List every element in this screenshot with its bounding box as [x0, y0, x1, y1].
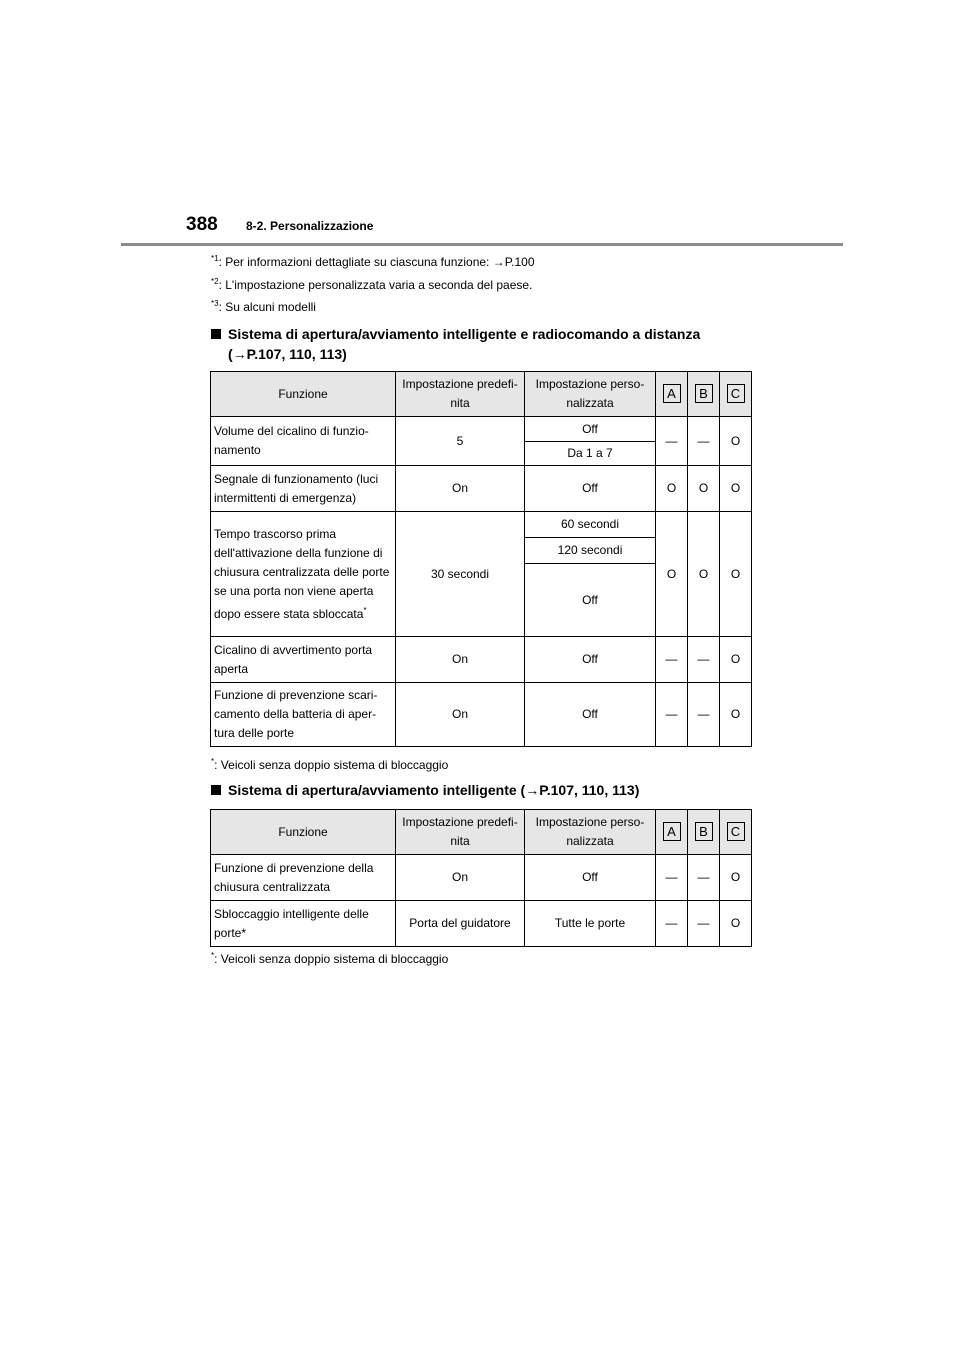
table-cell-b: — [688, 637, 720, 683]
settings-table-1 [210, 371, 752, 747]
table-cell-custom: Off [525, 417, 656, 442]
section1-heading: Sistema di apertura/avviamento intelligente e radiocomando a distanza (→P.107, 110, 113) [211, 324, 700, 364]
header-default: Impostazione predefi-nita [396, 372, 525, 417]
table-cell-custom: Off [525, 637, 656, 683]
table-cell-default: Porta del guidatore [396, 901, 525, 947]
section2-heading: Sistema di apertura/avviamento intelligente (→P.107, 110, 113) [211, 780, 639, 800]
settings-table-2 [210, 809, 752, 947]
table-cell-b: — [688, 901, 720, 947]
footnote-2: $^{*2}$: L'impostazione personalizzata varia a seconda del paese. [211, 277, 533, 292]
table1-footnote: *: Veicoli senza doppio sistema di bloccaggio [211, 757, 449, 772]
table-cell-c: O [720, 466, 752, 512]
section-title: 8-2. Personalizzazione [246, 219, 374, 233]
header-funzione: Funzione [211, 372, 396, 417]
table-cell-a: O [656, 512, 688, 637]
table-cell-c: O [720, 901, 752, 947]
table-cell-b: — [688, 855, 720, 901]
table-cell-a: — [656, 855, 688, 901]
table-cell-custom: 60 secondi [525, 512, 656, 538]
table-row-funzione: Funzione di prevenzione scari-camento della batteria di aper-tura delle porte [211, 683, 396, 747]
column-c-label: C [727, 822, 745, 841]
table-cell-default: 5 [396, 417, 525, 466]
square-bullet-icon [211, 785, 221, 795]
table-cell-b: O [688, 512, 720, 637]
table-row-funzione: Sbloccaggio intelligente delle porte* [211, 901, 396, 947]
header-rule [121, 243, 843, 246]
table-cell-a: — [656, 683, 688, 747]
table-cell-default: On [396, 637, 525, 683]
table-cell-c: O [720, 512, 752, 637]
table-cell-c: O [720, 855, 752, 901]
table-cell-a: — [656, 417, 688, 466]
table-cell-c: O [720, 417, 752, 466]
table-cell-default: 30 secondi [396, 512, 525, 637]
table-cell-custom: Tutte le porte [525, 901, 656, 947]
square-bullet-icon [211, 329, 221, 339]
table-cell-custom: 120 secondi [525, 538, 656, 564]
table-row-funzione: Funzione di prevenzione della chiusura centralizzata [211, 855, 396, 901]
table-cell-a: O [656, 466, 688, 512]
header-custom: Impostazione perso-nalizzata [525, 810, 656, 855]
header-default: Impostazione predefi-nita [396, 810, 525, 855]
table-cell-default: On [396, 855, 525, 901]
table-row-funzione: Cicalino di avvertimento porta aperta [211, 637, 396, 683]
column-c-label: C [727, 384, 745, 403]
table-cell-custom: Off [525, 683, 656, 747]
table-cell-custom: Da 1 a 7 [525, 442, 656, 466]
table-cell-c: O [720, 637, 752, 683]
table-cell-custom: Off [525, 855, 656, 901]
table-cell-b: O [688, 466, 720, 512]
table-cell-custom: Off [525, 466, 656, 512]
table-cell-default: On [396, 466, 525, 512]
table-cell-custom: Off [525, 564, 656, 637]
table-cell-default: On [396, 683, 525, 747]
header-funzione: Funzione [211, 810, 396, 855]
table-cell-c: O [720, 683, 752, 747]
footnote-1: $^{*1}$: Per informazioni dettagliate su ciascuna funzione: →P.100 [211, 254, 535, 269]
table2-footnote: *: Veicoli senza doppio sistema di bloccaggio [211, 951, 449, 966]
table-cell-b: — [688, 683, 720, 747]
table-cell-b: — [688, 417, 720, 466]
header-custom: Impostazione perso-nalizzata [525, 372, 656, 417]
table-row-funzione: Segnale di funzionamento (luci intermittenti di emergenza) [211, 466, 396, 512]
table-row-funzione: Volume del cicalino di funzio-namento [211, 417, 396, 466]
footnote-3: $^{*3}$: Su alcuni modelli [211, 299, 316, 314]
page-number: 388 [186, 214, 218, 235]
table-cell-a: — [656, 901, 688, 947]
table-row-funzione: Tempo trascorso prima dell'attivazione della funzione di chiusura centralizzata delle porte se una porta non viene aperta dopo essere stata sbloccata* [211, 512, 396, 637]
column-b-label: B [695, 384, 713, 403]
column-b-label: B [695, 822, 713, 841]
column-a-label: A [663, 384, 681, 403]
column-a-label: A [663, 822, 681, 841]
table-cell-a: — [656, 637, 688, 683]
